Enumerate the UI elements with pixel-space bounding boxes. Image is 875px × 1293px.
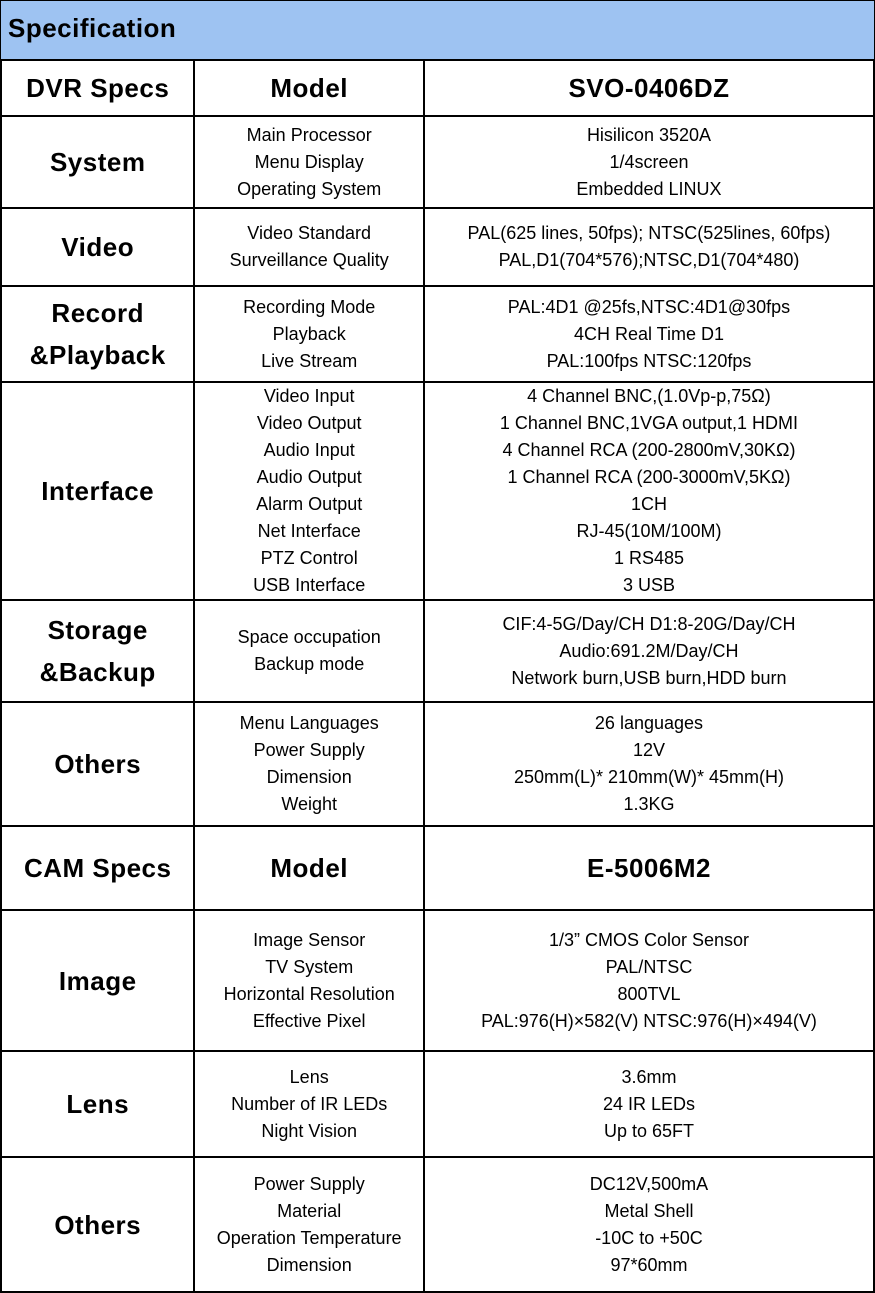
spec-category bbox=[1, 116, 194, 208]
spec-value: 1CH bbox=[630, 494, 667, 514]
spec-label: PTZ Control bbox=[260, 548, 358, 568]
spec-category bbox=[1, 286, 194, 382]
spec-label: Operation Temperature bbox=[216, 1227, 402, 1248]
dvr-spec-row bbox=[1, 382, 874, 600]
spec-category-line: Image bbox=[58, 965, 137, 996]
spec-labels bbox=[194, 600, 424, 702]
spec-label: Backup mode bbox=[254, 654, 365, 674]
spec-value: 26 languages bbox=[594, 713, 704, 733]
spec-label: Number of IR LEDs bbox=[231, 1093, 388, 1114]
cam-spec-row bbox=[1, 1051, 874, 1157]
spec-value: 1 Channel RCA (200-3000mV,5KΩ) bbox=[507, 467, 791, 487]
spec-value: 1/4screen bbox=[609, 151, 689, 172]
spec-value: PAL,D1(704*576);NTSC,D1(704*480) bbox=[498, 250, 800, 270]
spec-value: Up to 65FT bbox=[603, 1120, 694, 1141]
spec-values bbox=[424, 286, 874, 382]
spec-category bbox=[1, 910, 194, 1051]
spec-label: Video Standard bbox=[247, 223, 372, 243]
spec-label: Playback bbox=[272, 323, 346, 344]
spec-table-body bbox=[1, 60, 874, 1292]
spec-label: Dimension bbox=[266, 1254, 352, 1275]
dvr-header-row bbox=[1, 60, 874, 116]
spec-label: Audio Input bbox=[263, 440, 355, 460]
spec-label: Surveillance Quality bbox=[229, 250, 389, 270]
spec-value: DC12V,500mA bbox=[589, 1173, 709, 1194]
spec-labels bbox=[194, 1157, 424, 1292]
cam-model-value: E-5006M2 bbox=[424, 826, 874, 910]
spec-label: Power Supply bbox=[253, 740, 365, 760]
spec-labels bbox=[194, 1051, 424, 1157]
spec-category bbox=[1, 382, 194, 600]
spec-category-line: Interface bbox=[41, 476, 155, 506]
spec-value: PAL:976(H)×582(V) NTSC:976(H)×494(V) bbox=[481, 1010, 817, 1031]
spec-value: RJ-45(10M/100M) bbox=[576, 521, 722, 541]
spec-label: Lens bbox=[289, 1066, 329, 1087]
spec-value: 1 Channel BNC,1VGA output,1 HDMI bbox=[499, 413, 799, 433]
spec-labels bbox=[194, 702, 424, 826]
spec-values bbox=[424, 1157, 874, 1292]
spec-label: Menu Languages bbox=[239, 713, 379, 733]
spec-category-line: Record bbox=[51, 298, 144, 328]
spec-labels bbox=[194, 286, 424, 382]
spec-values bbox=[424, 910, 874, 1051]
spec-label: Material bbox=[277, 1200, 342, 1221]
spec-category bbox=[1, 1157, 194, 1292]
dvr-model-label: Model bbox=[194, 60, 424, 116]
spec-category-line: Others bbox=[54, 1209, 142, 1240]
spec-value: 800TVL bbox=[617, 983, 681, 1004]
cam-model-label: Model bbox=[194, 826, 424, 910]
spec-value: 3 USB bbox=[622, 575, 675, 595]
spec-value: 1/3” CMOS Color Sensor bbox=[548, 929, 750, 950]
dvr-spec-row bbox=[1, 116, 874, 208]
cam-spec-row bbox=[1, 910, 874, 1051]
spec-category-line: Lens bbox=[66, 1089, 130, 1119]
spec-value: 4CH Real Time D1 bbox=[573, 323, 724, 344]
spec-value: 12V bbox=[632, 740, 665, 760]
spec-category-line: System bbox=[49, 147, 146, 177]
spec-value: 4 Channel RCA (200-2800mV,30KΩ) bbox=[502, 440, 796, 460]
spec-label: Operating System bbox=[237, 178, 382, 199]
spec-label: Live Stream bbox=[261, 350, 358, 371]
spec-values bbox=[424, 1051, 874, 1157]
spec-label: Weight bbox=[281, 794, 338, 814]
spec-label: Effective Pixel bbox=[252, 1010, 366, 1031]
spec-label: Dimension bbox=[266, 767, 352, 787]
spec-values bbox=[424, 702, 874, 826]
spec-values bbox=[424, 208, 874, 286]
spec-category bbox=[1, 208, 194, 286]
spec-label: Video Input bbox=[263, 386, 355, 406]
spec-label: Video Output bbox=[256, 413, 362, 433]
spec-category bbox=[1, 600, 194, 702]
spec-value: 4 Channel BNC,(1.0Vp-p,75Ω) bbox=[527, 386, 771, 406]
spec-labels bbox=[194, 910, 424, 1051]
spec-value: 250mm(L)* 210mm(W)* 45mm(H) bbox=[513, 767, 784, 787]
spec-label: Night Vision bbox=[261, 1120, 358, 1141]
spec-value: CIF:4-5G/Day/CH D1:8-20G/Day/CH bbox=[502, 613, 796, 634]
spec-label: Power Supply bbox=[253, 1173, 365, 1194]
dvr-spec-row bbox=[1, 702, 874, 826]
spec-labels bbox=[194, 116, 424, 208]
title-bar bbox=[0, 0, 875, 59]
spec-value: 3.6mm bbox=[621, 1066, 677, 1087]
spec-category bbox=[1, 702, 194, 826]
spec-label: Net Interface bbox=[257, 521, 361, 541]
spec-value: Hisilicon 3520A bbox=[586, 124, 712, 145]
spec-value: PAL:100fps NTSC:120fps bbox=[546, 350, 752, 371]
spec-table bbox=[0, 59, 875, 1293]
spec-values bbox=[424, 116, 874, 208]
spec-label: Audio Output bbox=[256, 467, 362, 487]
cam-spec-row bbox=[1, 1157, 874, 1292]
spec-value: Audio:691.2M/Day/CH bbox=[559, 640, 739, 661]
cam-section-title: CAM Specs bbox=[1, 826, 194, 910]
spec-value: 24 IR LEDs bbox=[602, 1093, 695, 1114]
dvr-spec-row bbox=[1, 286, 874, 382]
spec-label: Alarm Output bbox=[256, 494, 363, 514]
spec-category-line: &Backup bbox=[39, 657, 156, 687]
spec-label: Space occupation bbox=[237, 627, 381, 647]
spec-value: 1.3KG bbox=[623, 794, 675, 814]
spec-label: Menu Display bbox=[254, 151, 364, 172]
spec-category bbox=[1, 1051, 194, 1157]
spec-value: PAL/NTSC bbox=[605, 956, 693, 977]
spec-value: -10C to +50C bbox=[595, 1227, 703, 1248]
spec-labels bbox=[194, 208, 424, 286]
spec-label: Image Sensor bbox=[253, 929, 366, 950]
spec-value: PAL:4D1 @25fs,NTSC:4D1@30fps bbox=[507, 296, 791, 317]
spec-labels bbox=[194, 382, 424, 600]
spec-values bbox=[424, 600, 874, 702]
spec-label: USB Interface bbox=[253, 575, 366, 595]
spec-value: PAL(625 lines, 50fps); NTSC(525lines, 60fps) bbox=[467, 223, 831, 243]
spec-label: Recording Mode bbox=[243, 296, 376, 317]
spec-label: Horizontal Resolution bbox=[223, 983, 395, 1004]
spec-category-line: Video bbox=[61, 232, 135, 262]
spec-values bbox=[424, 382, 874, 600]
spec-category-line: Others bbox=[54, 749, 142, 779]
spec-value: Metal Shell bbox=[604, 1200, 694, 1221]
spec-category-line: Storage bbox=[47, 615, 148, 645]
cam-header-row bbox=[1, 826, 874, 910]
spec-category-line: &Playback bbox=[29, 340, 166, 370]
spec-value: Network burn,USB burn,HDD burn bbox=[511, 667, 787, 688]
spec-label: Main Processor bbox=[246, 124, 372, 145]
page-title: Specification bbox=[8, 13, 177, 43]
spec-value: Embedded LINUX bbox=[576, 178, 722, 199]
dvr-section-title: DVR Specs bbox=[1, 60, 194, 116]
dvr-model-value: SVO-0406DZ bbox=[424, 60, 874, 116]
spec-value: 1 RS485 bbox=[613, 548, 684, 568]
dvr-spec-row bbox=[1, 600, 874, 702]
dvr-spec-row bbox=[1, 208, 874, 286]
spec-label: TV System bbox=[265, 956, 354, 977]
spec-value: 97*60mm bbox=[610, 1254, 688, 1275]
